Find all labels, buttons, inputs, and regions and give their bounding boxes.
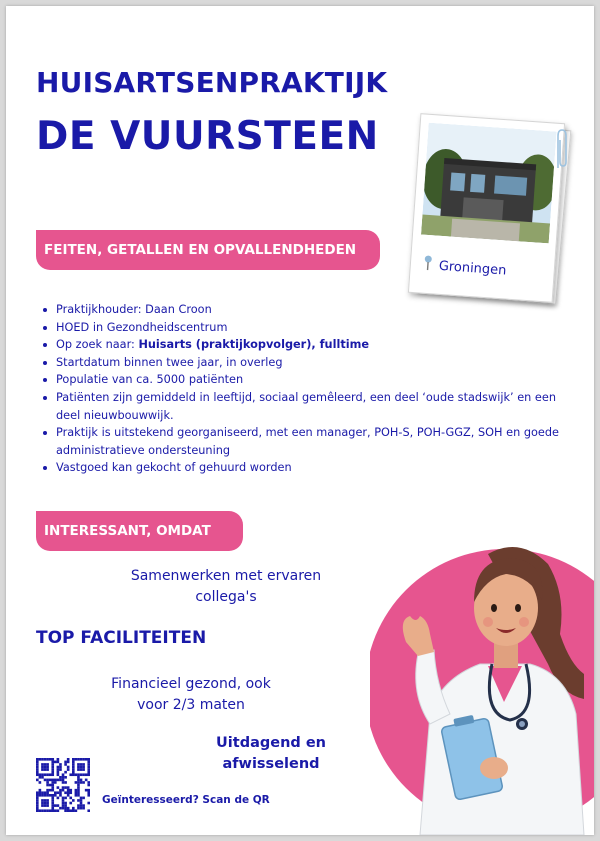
list-item-prefix: Op zoek naar:	[56, 338, 139, 352]
paperclip-icon	[554, 128, 570, 176]
flyer-page	[6, 6, 594, 835]
reason-financial: Financieel gezond, ook voor 2/3 maten	[111, 676, 271, 713]
title-line-1: HUISARTSENPRAKTIJK	[36, 66, 388, 99]
list-item: Startdatum binnen twee jaar, in overleg	[40, 354, 570, 372]
list-item	[40, 336, 570, 354]
list-item: HOED in Gezondheidscentrum	[40, 319, 570, 337]
photo-caption	[422, 255, 507, 281]
reason-facilities: TOP FACILITEITEN	[36, 628, 207, 648]
list-item: Praktijk is uitstekend georganiseerd, met een manager, POH-S, POH-GGZ, SOH en goede administratieve ondersteuning	[40, 424, 570, 459]
facts-list	[40, 301, 570, 477]
pin-icon	[422, 255, 433, 276]
reason-collaboration: Samenwerken met ervaren collega's	[130, 568, 322, 605]
facts-heading: FEITEN, GETALLEN EN OPVALLENDHEDEN	[36, 230, 380, 270]
qr-code-icon[interactable]	[36, 758, 90, 812]
reasons-heading: INTERESSANT, OMDAT	[36, 511, 243, 551]
list-item: Populatie van ca. 5000 patiënten	[40, 371, 570, 389]
title-line-2: DE VUURSTEEN	[36, 114, 379, 159]
list-item: Praktijkhouder: Daan Croon	[40, 301, 570, 319]
list-item: Patiënten zijn gemiddeld in leeftijd, sociaal gemêleerd, een deel ‘oude stadswijk’ en een deel nieuwbouwwijk.	[40, 389, 570, 424]
building-photo	[421, 123, 557, 244]
list-item-highlight: Huisarts (praktijkopvolger), fulltime	[138, 338, 370, 352]
polaroid-front	[408, 113, 565, 303]
reason-challenging: Uitdagend en afwisselend	[216, 735, 326, 772]
list-item: Vastgoed kan gekocht of gehuurd worden	[40, 459, 570, 477]
qr-label: Geïnteresseerd? Scan de QR	[102, 794, 270, 806]
polaroid-photo	[414, 118, 574, 308]
doctor-illustration	[370, 524, 594, 835]
location-label: Groningen	[438, 258, 507, 279]
